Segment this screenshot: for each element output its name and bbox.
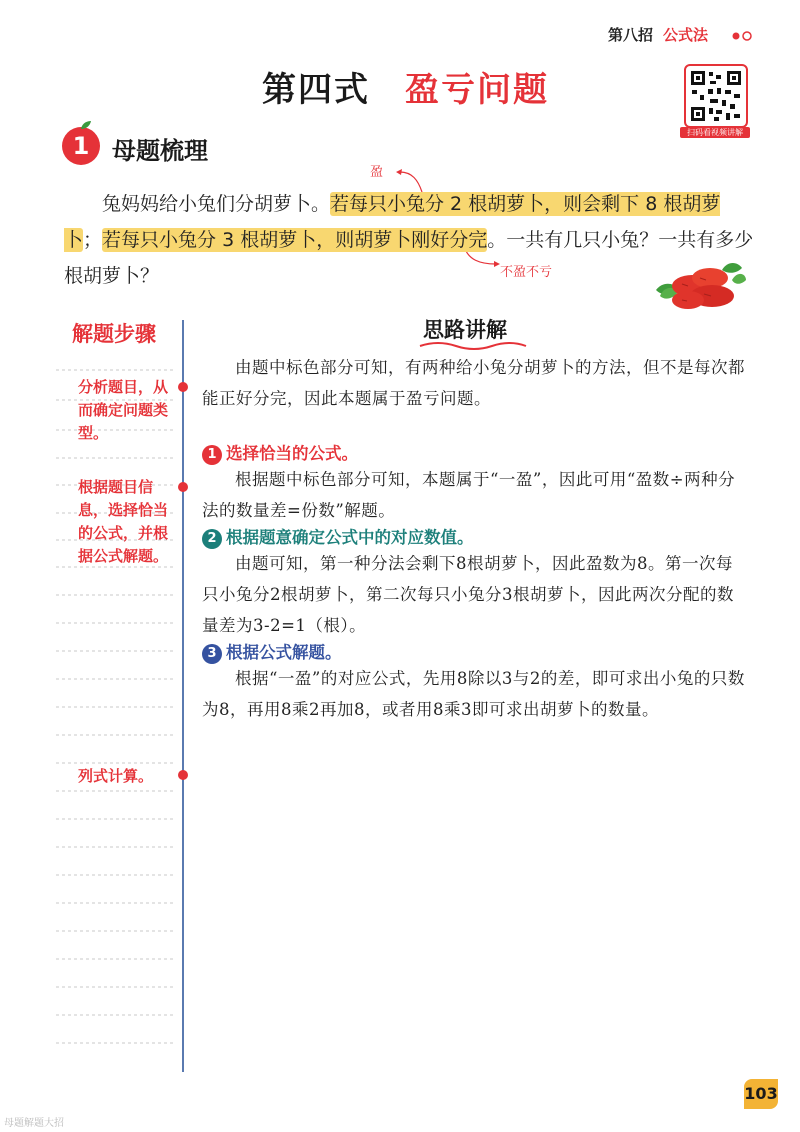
explanation-intro: 由题中标色部分可知，有两种给小兔分胡萝卜的方法，但不是每次都能正好分完，因此本题属于盈亏问题。 (202, 358, 745, 408)
ruled-lines (56, 345, 181, 1070)
step-dot-3 (178, 770, 188, 780)
step-dot-1 (178, 382, 188, 392)
highlight-surplus: 若每只小兔分 2 根胡萝卜，则会剩下 8 根胡萝卜 (64, 193, 721, 251)
highlight-even: 若每只小兔分 3 根胡萝卜，则胡萝卜刚好分完 (102, 229, 488, 251)
problem-part2: 。一共有几只小兔？一共有多少根胡萝卜？ (64, 229, 754, 287)
qr-code-icon (686, 66, 746, 126)
subhead-3-text: 根据“一盈”的对应公式，先用8除以3与2的差，即可求出小兔的只数为8，再用8乘2再加8，或者用8乘3即可求出胡萝卜的数量。 (202, 669, 745, 719)
subhead-3-title: 根据公式解题。 (226, 643, 342, 662)
problem-part1: 兔妈妈给小兔们分胡萝卜。 (102, 193, 331, 215)
chapter-name: 公式法 (663, 26, 709, 44)
qr-code-label: 扫码看视频讲解 (680, 127, 750, 138)
footer-watermark: 母题解题大招 (4, 1118, 64, 1129)
problem-sep: ； (83, 229, 103, 251)
leaf-icon (80, 120, 92, 130)
column-divider (182, 320, 184, 1072)
page-number: 103 (744, 1079, 778, 1109)
chapter-number: 第八招 (608, 26, 654, 44)
chapter-label (608, 24, 708, 45)
step-label-3: 列式计算。 (78, 767, 154, 785)
subhead-2-text: 由题可知，第一种分法会剩下8根胡萝卜，因此盈数为8。第一次每只小兔分2根胡萝卜，第二次每只小兔分3根胡萝卜，因此两次分配的数量差为3-2=1（根）。 (202, 554, 734, 635)
page-title-topic: 盈亏问题 (405, 70, 549, 110)
subhead-1-number: 1 (202, 445, 222, 465)
subhead-1-text: 根据题中标色部分可知，本题属于“一盈”，因此可用“盈数÷两种分法的数量差=份数”解题。 (202, 470, 736, 520)
chapter-dots-icon (732, 30, 754, 42)
step-label-2: 根据题目信息，选择恰当的公式，并根据公式解题。 (78, 478, 169, 565)
note-surplus: 盈 (370, 165, 384, 180)
section-title: 母题梳理 (112, 137, 208, 165)
note-even: 不盈不亏 (500, 265, 553, 280)
step-label-1: 分析题目，从而确定问题类型。 (78, 378, 169, 442)
problem-text (64, 186, 754, 294)
page-title-prefix: 第四式 (262, 70, 370, 110)
explanation-title: 思路讲解 (423, 318, 507, 342)
steps-title: 解题步骤 (72, 322, 156, 346)
carrots-illustration (652, 256, 747, 314)
title-underline (418, 338, 528, 352)
subhead-2-number: 2 (202, 529, 222, 549)
step-dot-2 (178, 482, 188, 492)
subhead-1-title: 选择恰当的公式。 (226, 444, 358, 463)
section-number-badge: 1 (62, 127, 100, 165)
subhead-3-number: 3 (202, 644, 222, 664)
qr-code[interactable] (684, 64, 748, 128)
subhead-2-title: 根据题意确定公式中的对应数值。 (226, 528, 474, 547)
